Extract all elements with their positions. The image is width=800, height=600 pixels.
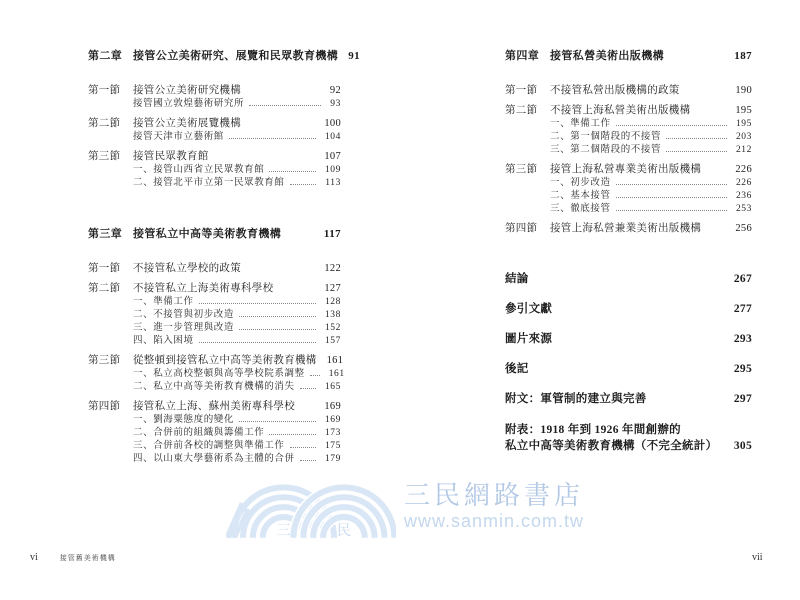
dotted-leader [300,460,316,461]
toc-page-number: 100 [324,118,341,129]
toc-label: 第二章 [88,50,123,62]
toc-row-back [505,422,752,454]
toc-label: 第三節 [88,151,121,162]
toc-entry-title: 接管公立美術展覽機構 [133,118,241,129]
toc-entry-title: 附文：軍管制的建立與完善 [505,393,647,405]
toc-row-sub [505,144,752,157]
toc-row-chapter [88,48,361,64]
toc-page-number: 203 [735,132,752,142]
toc-row-back [505,332,752,347]
dotted-leader [229,138,316,139]
toc-label: 第二節 [88,283,121,294]
toc-entry-title: 不接管上海私營美術出版機構 [550,105,691,116]
toc-row-sub [505,203,752,216]
toc-row-sub [88,381,341,394]
folio-left: vi [30,552,38,563]
toc-entry-title: 二、基本接管 [550,191,611,201]
toc-entry-title: 不接管私營出版機構的政策 [550,85,680,96]
toc-page-number: 226 [735,164,752,175]
toc-page-number: 93 [330,99,341,109]
toc-page-number: 138 [324,310,341,320]
toc-page-number: 161 [328,369,345,379]
toc-row-section [505,163,752,177]
toc-row-section [88,84,341,98]
toc-page-number: 169 [324,415,341,425]
dotted-leader [666,138,727,139]
toc-page-number: 157 [324,336,341,346]
dotted-leader [300,388,316,389]
toc-row-sub [505,131,752,144]
toc-page-number: 175 [324,441,341,451]
toc-page-number: 190 [735,85,752,96]
watermark-store-name: 三民網路書店 [404,481,585,510]
toc-row-section [505,84,752,98]
toc-row-sub [88,368,345,381]
watermark-text [404,482,584,531]
toc-page-number: 267 [733,273,752,285]
footer-left [30,552,116,563]
toc-row-section [88,262,341,276]
toc-label: 第一節 [88,85,121,96]
sanmin-watermark [226,480,584,538]
dotted-leader [290,184,317,185]
sanmin-logo-icon [226,480,396,538]
toc-page-number: 127 [324,283,341,294]
toc-label: 第二節 [505,105,538,116]
toc-row-section [88,150,341,164]
toc-entry-title: 三、進一步管理與改造 [133,323,235,333]
dotted-leader [199,342,316,343]
toc-entry-title: 一、接管山西省立民眾教育館 [133,165,265,175]
toc-row-sub [505,118,752,131]
toc-row-back [505,362,752,377]
toc-row-sub [88,164,341,177]
toc-row-sub [505,190,752,203]
toc-entry-title: 圖片來源 [505,333,553,345]
toc-entry-title: 不接管私立上海美術專科學校 [133,283,274,294]
toc-entry-title: 三、合併前各校的調整與準備工作 [133,441,285,451]
toc-row-section [88,282,341,296]
dotted-leader [616,210,727,211]
toc-page-number: 195 [735,105,752,116]
toc-entry-title: 二、不接管與初步改造 [133,310,235,320]
toc-page-number: 295 [733,363,752,375]
dotted-leader [616,125,727,126]
logo-char-san: 三 [276,523,291,538]
toc-entry-title: 二、接管北平市立第一民眾教育館 [133,178,285,188]
toc-page-number: 226 [735,178,752,188]
toc-label: 第四章 [505,50,540,62]
toc-page-number: 195 [735,119,752,129]
dotted-leader [249,105,321,106]
toc-label: 第二節 [88,118,121,129]
toc-row-sub [88,414,341,427]
toc-entry-title: 不接管私立學校的政策 [133,263,241,274]
toc-label: 第一節 [505,85,538,96]
toc-page-number: 104 [324,132,341,142]
toc-page-number: 169 [324,401,341,412]
dotted-leader [239,421,316,422]
toc-entry-title: 接管天津市立藝術館 [133,132,224,142]
toc-entry-title: 接管私立中高等美術教育機構 [133,228,282,240]
dotted-leader [269,434,316,435]
toc-page-number: 122 [324,263,341,274]
toc-entry-title: 接管公立美術研究機構 [133,85,241,96]
toc-row-sub [88,177,341,190]
toc-row-back [505,302,752,317]
toc-label: 第四節 [88,401,121,412]
toc-row-sub [88,131,341,144]
toc-entry-title: 接管上海私營專業美術出版機構 [550,164,702,175]
toc-page-number: 293 [733,333,752,345]
dotted-leader [199,303,316,304]
toc-right-page [505,48,752,454]
toc-row-back [505,272,752,287]
toc-page-number: 256 [735,223,752,234]
toc-entry-title: 一、準備工作 [133,297,194,307]
toc-row-sub [88,453,341,466]
toc-row-sub [88,296,341,309]
toc-entry-title: 接管公立美術研究、展覽和民眾教育機構 [133,50,339,62]
toc-page-number: 107 [324,151,341,162]
toc-entry-title: 三、第二個階段的不接管 [550,145,662,155]
toc-page-number: 173 [324,428,341,438]
toc-label: 第四節 [505,223,538,234]
toc-row-section [88,354,344,368]
toc-row-section [88,400,341,414]
toc-label: 第三章 [88,228,123,240]
toc-entry-title: 三、徹底接管 [550,204,611,214]
toc-page-number: 212 [735,145,752,155]
toc-row-section [505,104,752,118]
watermark-url: www.sanmin.com.tw [404,511,585,531]
running-title: 接管舊美術機構 [59,554,116,562]
toc-row-sub [88,427,341,440]
toc-page-number: 117 [323,228,341,240]
toc-row-sub [88,309,341,322]
toc-row-section [505,222,752,236]
toc-page-number: 92 [329,85,341,96]
dotted-leader [290,447,316,448]
toc-entry-title: 接管民眾教育館 [133,151,209,162]
dotted-leader [239,316,316,317]
toc-page-number: 179 [324,454,341,464]
toc-page-number: 91 [348,50,361,62]
logo-char-min: 民 [336,523,352,538]
toc-page-number: 187 [734,50,752,62]
toc-entry-title: 四、以山東大學藝術系為主體的合併 [133,454,295,464]
toc-entry-title: 二、第一個階段的不接管 [550,132,662,142]
toc-entry-title: 接管私立上海、蘇州美術專科學校 [133,401,295,412]
toc-label: 第三節 [88,355,121,366]
toc-row-sub [505,177,752,190]
toc-label: 第一節 [88,263,121,274]
dotted-leader [666,151,727,152]
toc-entry-title: 接管私營美術出版機構 [550,50,664,62]
toc-page-number: 161 [326,355,344,366]
dotted-leader [616,197,727,198]
toc-entry-title: 從整頓到接管私立中高等美術教育機構 [133,355,317,366]
toc-entry-title: 一、私立高校整頓與高等學校院系調整 [133,369,305,379]
toc-page-number: 109 [324,165,341,175]
toc-page-number: 128 [324,297,341,307]
toc-left-page [88,48,361,466]
toc-page-number: 253 [735,204,752,214]
toc-page-number: 152 [324,323,341,333]
toc-entry-title: 接管上海私營兼業美術出版機構 [550,223,702,234]
toc-label: 第三節 [505,164,538,175]
dotted-leader [310,375,320,376]
toc-entry-title: 二、私立中高等美術教育機構的消失 [133,382,295,392]
toc-entry-title: 四、陷入困境 [133,336,194,346]
toc-entry-title: 二、合併前的組織與籌備工作 [133,428,265,438]
toc-entry-title: 結論 [505,273,529,285]
folio-right: vii [752,552,763,563]
toc-page-number: 113 [325,178,341,188]
toc-row-sub [88,322,341,335]
dotted-leader [239,329,316,330]
dotted-leader [616,184,727,185]
toc-entry-title: 參引文獻 [505,303,553,315]
toc-entry-title: 後記 [505,363,529,375]
toc-row-sub [88,335,341,348]
toc-row-chapter [505,48,752,64]
toc-page-number: 165 [324,382,341,392]
toc-entry-title: 一、準備工作 [550,119,611,129]
toc-entry-title-line: 附表：1918 年到 1926 年間創辦的 [505,424,681,436]
toc-row-sub [88,98,341,111]
toc-entry-title [505,422,717,454]
toc-row-chapter [88,226,341,242]
dotted-leader [269,171,316,172]
toc-page-number: 305 [733,440,752,452]
toc-entry-title-line: 私立中高等美術教育機構（不完全統計） [505,440,718,452]
toc-entry-title: 一、初步改造 [550,178,611,188]
toc-page-number: 297 [733,393,752,405]
toc-row-section [88,117,341,131]
toc-entry-title: 一、劉海粟態度的變化 [133,415,235,425]
toc-page-number: 236 [735,191,752,201]
toc-row-back [505,392,752,407]
toc-page-number: 277 [733,303,752,315]
toc-row-sub [88,440,341,453]
toc-entry-title: 接管國立敦煌藝術研究所 [133,99,245,109]
